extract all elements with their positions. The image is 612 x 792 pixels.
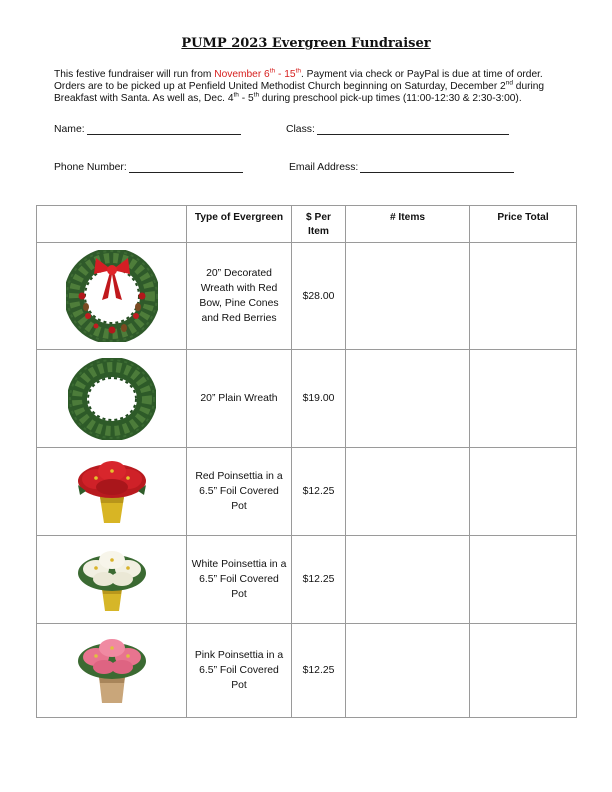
total-input-cell[interactable] bbox=[470, 536, 577, 624]
plain-wreath-image bbox=[37, 350, 187, 448]
page-title: PUMP 2023 Evergreen Fundraiser bbox=[181, 36, 431, 51]
type-cell: Red Poinsettia in a 6.5” Foil Covered Pot bbox=[187, 448, 292, 536]
total-input-cell[interactable] bbox=[470, 350, 577, 448]
items-input-cell[interactable] bbox=[346, 243, 470, 350]
header-items: # Items bbox=[346, 206, 470, 243]
type-cell: 20” Decorated Wreath with Red Bow, Pine Cones and Red Berries bbox=[187, 243, 292, 350]
order-table bbox=[36, 205, 577, 718]
pink-poinsettia-image bbox=[37, 624, 187, 718]
items-input-cell[interactable] bbox=[346, 448, 470, 536]
name-label: Name: bbox=[54, 124, 85, 135]
items-input-cell[interactable] bbox=[346, 536, 470, 624]
table-row bbox=[37, 536, 577, 624]
price-cell: $19.00 bbox=[292, 350, 346, 448]
phone-label: Phone Number: bbox=[54, 162, 127, 173]
email-label: Email Address: bbox=[289, 162, 359, 173]
total-input-cell[interactable] bbox=[470, 448, 577, 536]
email-field[interactable] bbox=[289, 162, 514, 173]
red-poinsettia-image bbox=[37, 448, 187, 536]
type-cell: 20” Plain Wreath bbox=[187, 350, 292, 448]
class-label: Class: bbox=[286, 124, 315, 135]
type-cell: Pink Poinsettia in a 6.5” Foil Covered Pot bbox=[187, 624, 292, 718]
table-row bbox=[37, 350, 577, 448]
total-input-cell[interactable] bbox=[470, 624, 577, 718]
name-field[interactable] bbox=[54, 124, 241, 135]
class-field[interactable] bbox=[286, 124, 509, 135]
total-input-cell[interactable] bbox=[470, 243, 577, 350]
header-image bbox=[37, 206, 187, 243]
table-row bbox=[37, 243, 577, 350]
phone-field[interactable] bbox=[54, 162, 243, 173]
items-input-cell[interactable] bbox=[346, 350, 470, 448]
header-total: Price Total bbox=[470, 206, 577, 243]
table-row bbox=[37, 448, 577, 536]
class-blank[interactable] bbox=[317, 124, 509, 135]
price-cell: $12.25 bbox=[292, 448, 346, 536]
white-poinsettia-image bbox=[37, 536, 187, 624]
phone-blank[interactable] bbox=[129, 162, 243, 173]
header-price: $ Per Item bbox=[292, 206, 346, 243]
decorated-wreath-image bbox=[37, 243, 187, 350]
header-type: Type of Evergreen bbox=[187, 206, 292, 243]
price-cell: $12.25 bbox=[292, 624, 346, 718]
price-cell: $12.25 bbox=[292, 536, 346, 624]
date-range-end: 15 bbox=[284, 69, 296, 80]
price-cell: $28.00 bbox=[292, 243, 346, 350]
table-row bbox=[37, 624, 577, 718]
email-blank[interactable] bbox=[360, 162, 514, 173]
type-cell: White Poinsettia in a 6.5” Foil Covered Pot bbox=[187, 536, 292, 624]
date-range-start: November 6 bbox=[214, 69, 270, 80]
name-blank[interactable] bbox=[87, 124, 241, 135]
items-input-cell[interactable] bbox=[346, 624, 470, 718]
intro-paragraph: This festive fundraiser will run from November 6th - 15th. Payment via check or PayPal is due at time of order. Orders are to be picked up at Penfield United Methodist Church beginning on Saturday, December 2nd during Breakfast with Santa. As well as, Dec. 4th - 5th during preschool pick-up times (11:00-12:30 & 2:30-3:00). bbox=[54, 67, 545, 104]
table-header-row bbox=[37, 206, 577, 243]
